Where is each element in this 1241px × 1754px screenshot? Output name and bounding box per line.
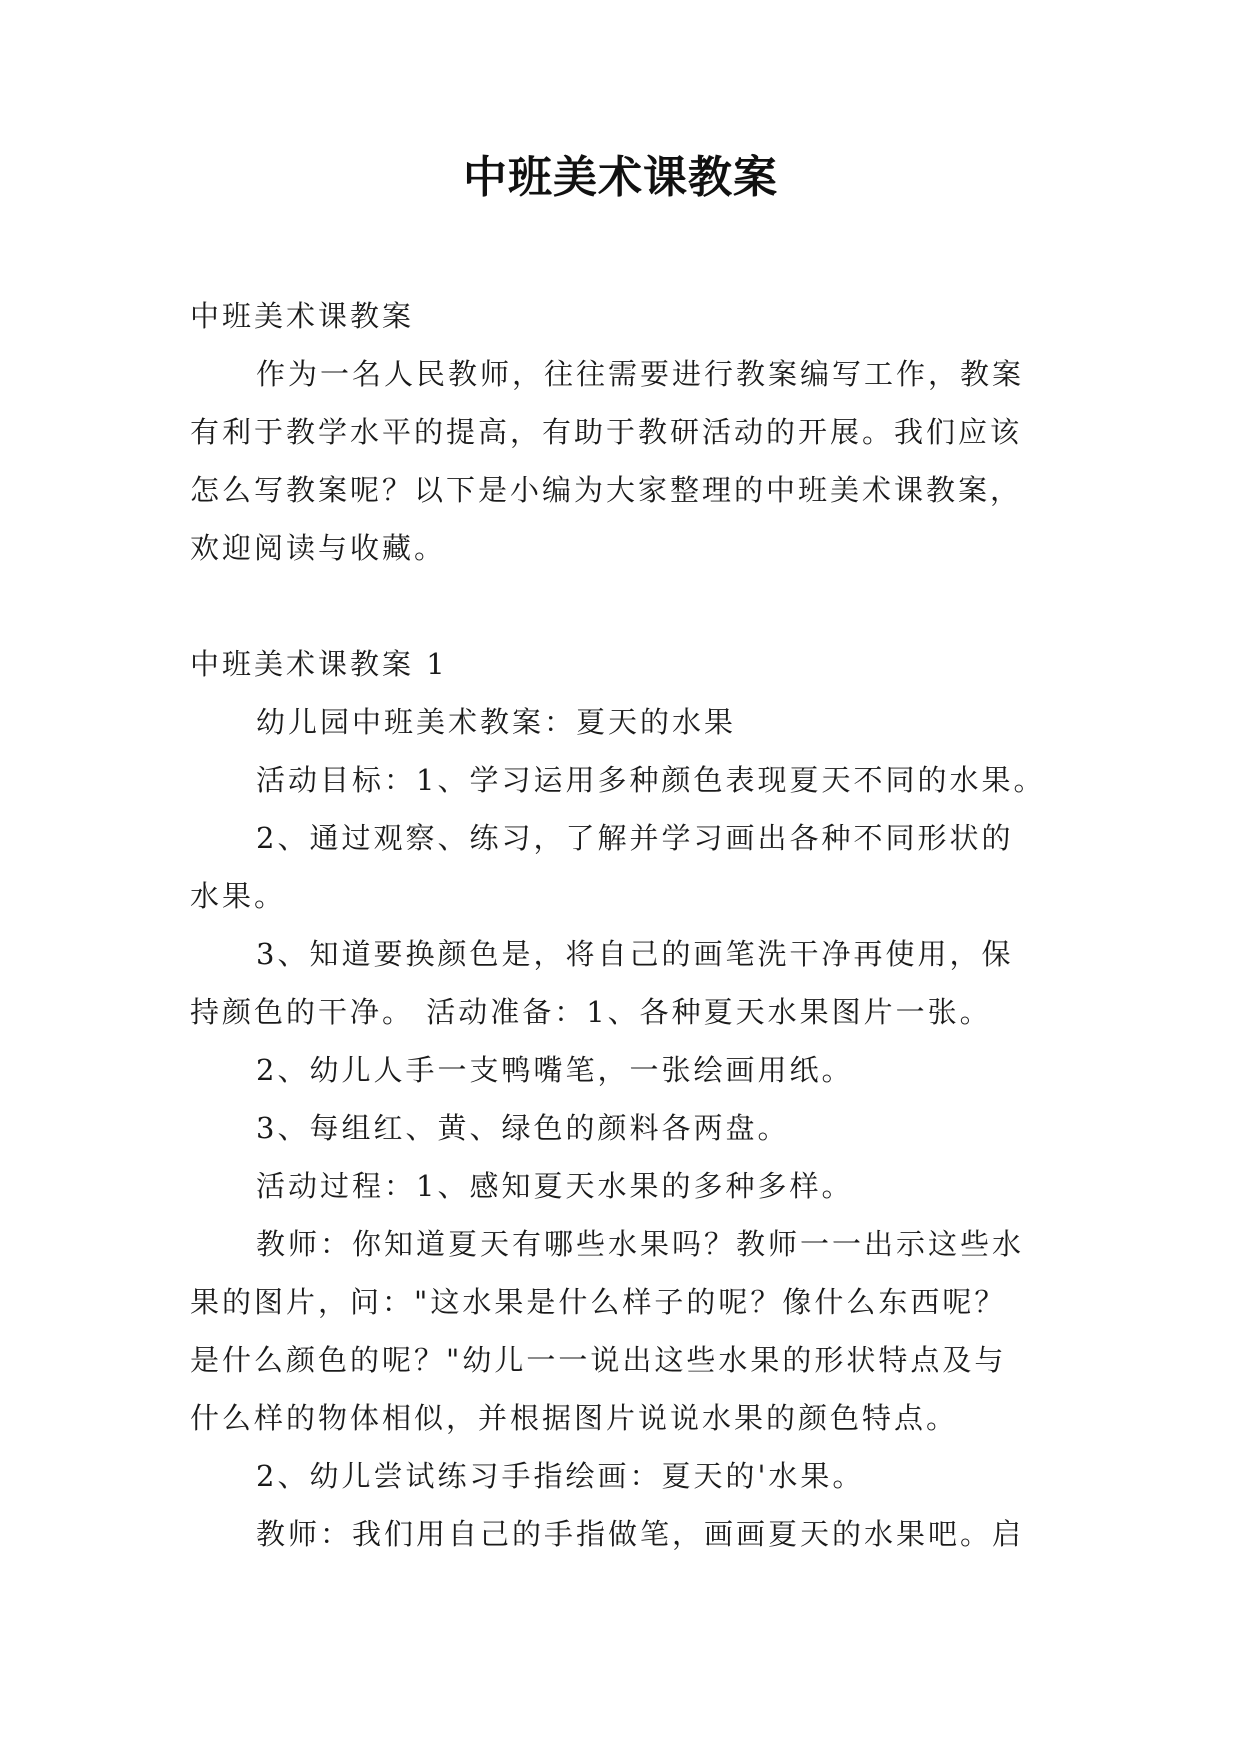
paragraph-line: 活动目标：1、学习运用多种颜色表现夏天不同的水果。 <box>256 763 1046 797</box>
paragraph-line: 作为一名人民教师，往往需要进行教案编写工作，教案 <box>256 357 1025 391</box>
paragraph-line: 活动过程：1、感知夏天水果的多种多样。 <box>256 1169 854 1203</box>
document-title: 中班美术课教案 <box>463 152 778 203</box>
paragraph-line: 2、幼儿尝试练习手指绘画：夏天的'水果。 <box>256 1459 865 1493</box>
paragraph-line: 2、幼儿人手一支鸭嘴笔，一张绘画用纸。 <box>256 1053 854 1087</box>
paragraph-line: 果的图片，问："这水果是什么样子的呢？像什么东西呢？ <box>190 1285 1007 1319</box>
paragraph-line: 幼儿园中班美术教案：夏天的水果 <box>256 705 737 739</box>
section-heading: 中班美术课教案 <box>190 299 415 333</box>
paragraph-line: 有利于教学水平的提高，有助于教研活动的开展。我们应该 <box>190 415 1023 449</box>
paragraph-line: 教师：你知道夏天有哪些水果吗？教师一一出示这些水 <box>256 1227 1025 1261</box>
section-heading: 中班美术课教案 1 <box>190 647 448 681</box>
paragraph-line: 2、通过观察、练习，了解并学习画出各种不同形状的 <box>256 821 1014 855</box>
paragraph-line: 3、每组红、黄、绿色的颜料各两盘。 <box>256 1111 790 1145</box>
paragraph-line: 怎么写教案呢？以下是小编为大家整理的中班美术课教案， <box>190 473 1023 507</box>
paragraph-line: 欢迎阅读与收藏。 <box>190 531 447 565</box>
paragraph-line: 教师：我们用自己的手指做笔，画画夏天的水果吧。启 <box>256 1517 1025 1551</box>
paragraph-line: 什么样的物体相似，并根据图片说说水果的颜色特点。 <box>190 1401 959 1435</box>
paragraph-line: 是什么颜色的呢？"幼儿一一说出这些水果的形状特点及与 <box>190 1343 1007 1377</box>
paragraph-line: 持颜色的干净。 活动准备：1、各种夏天水果图片一张。 <box>190 995 992 1029</box>
paragraph-line: 3、知道要换颜色是，将自己的画笔洗干净再使用，保 <box>256 937 1014 971</box>
paragraph-line: 水果。 <box>190 879 287 913</box>
